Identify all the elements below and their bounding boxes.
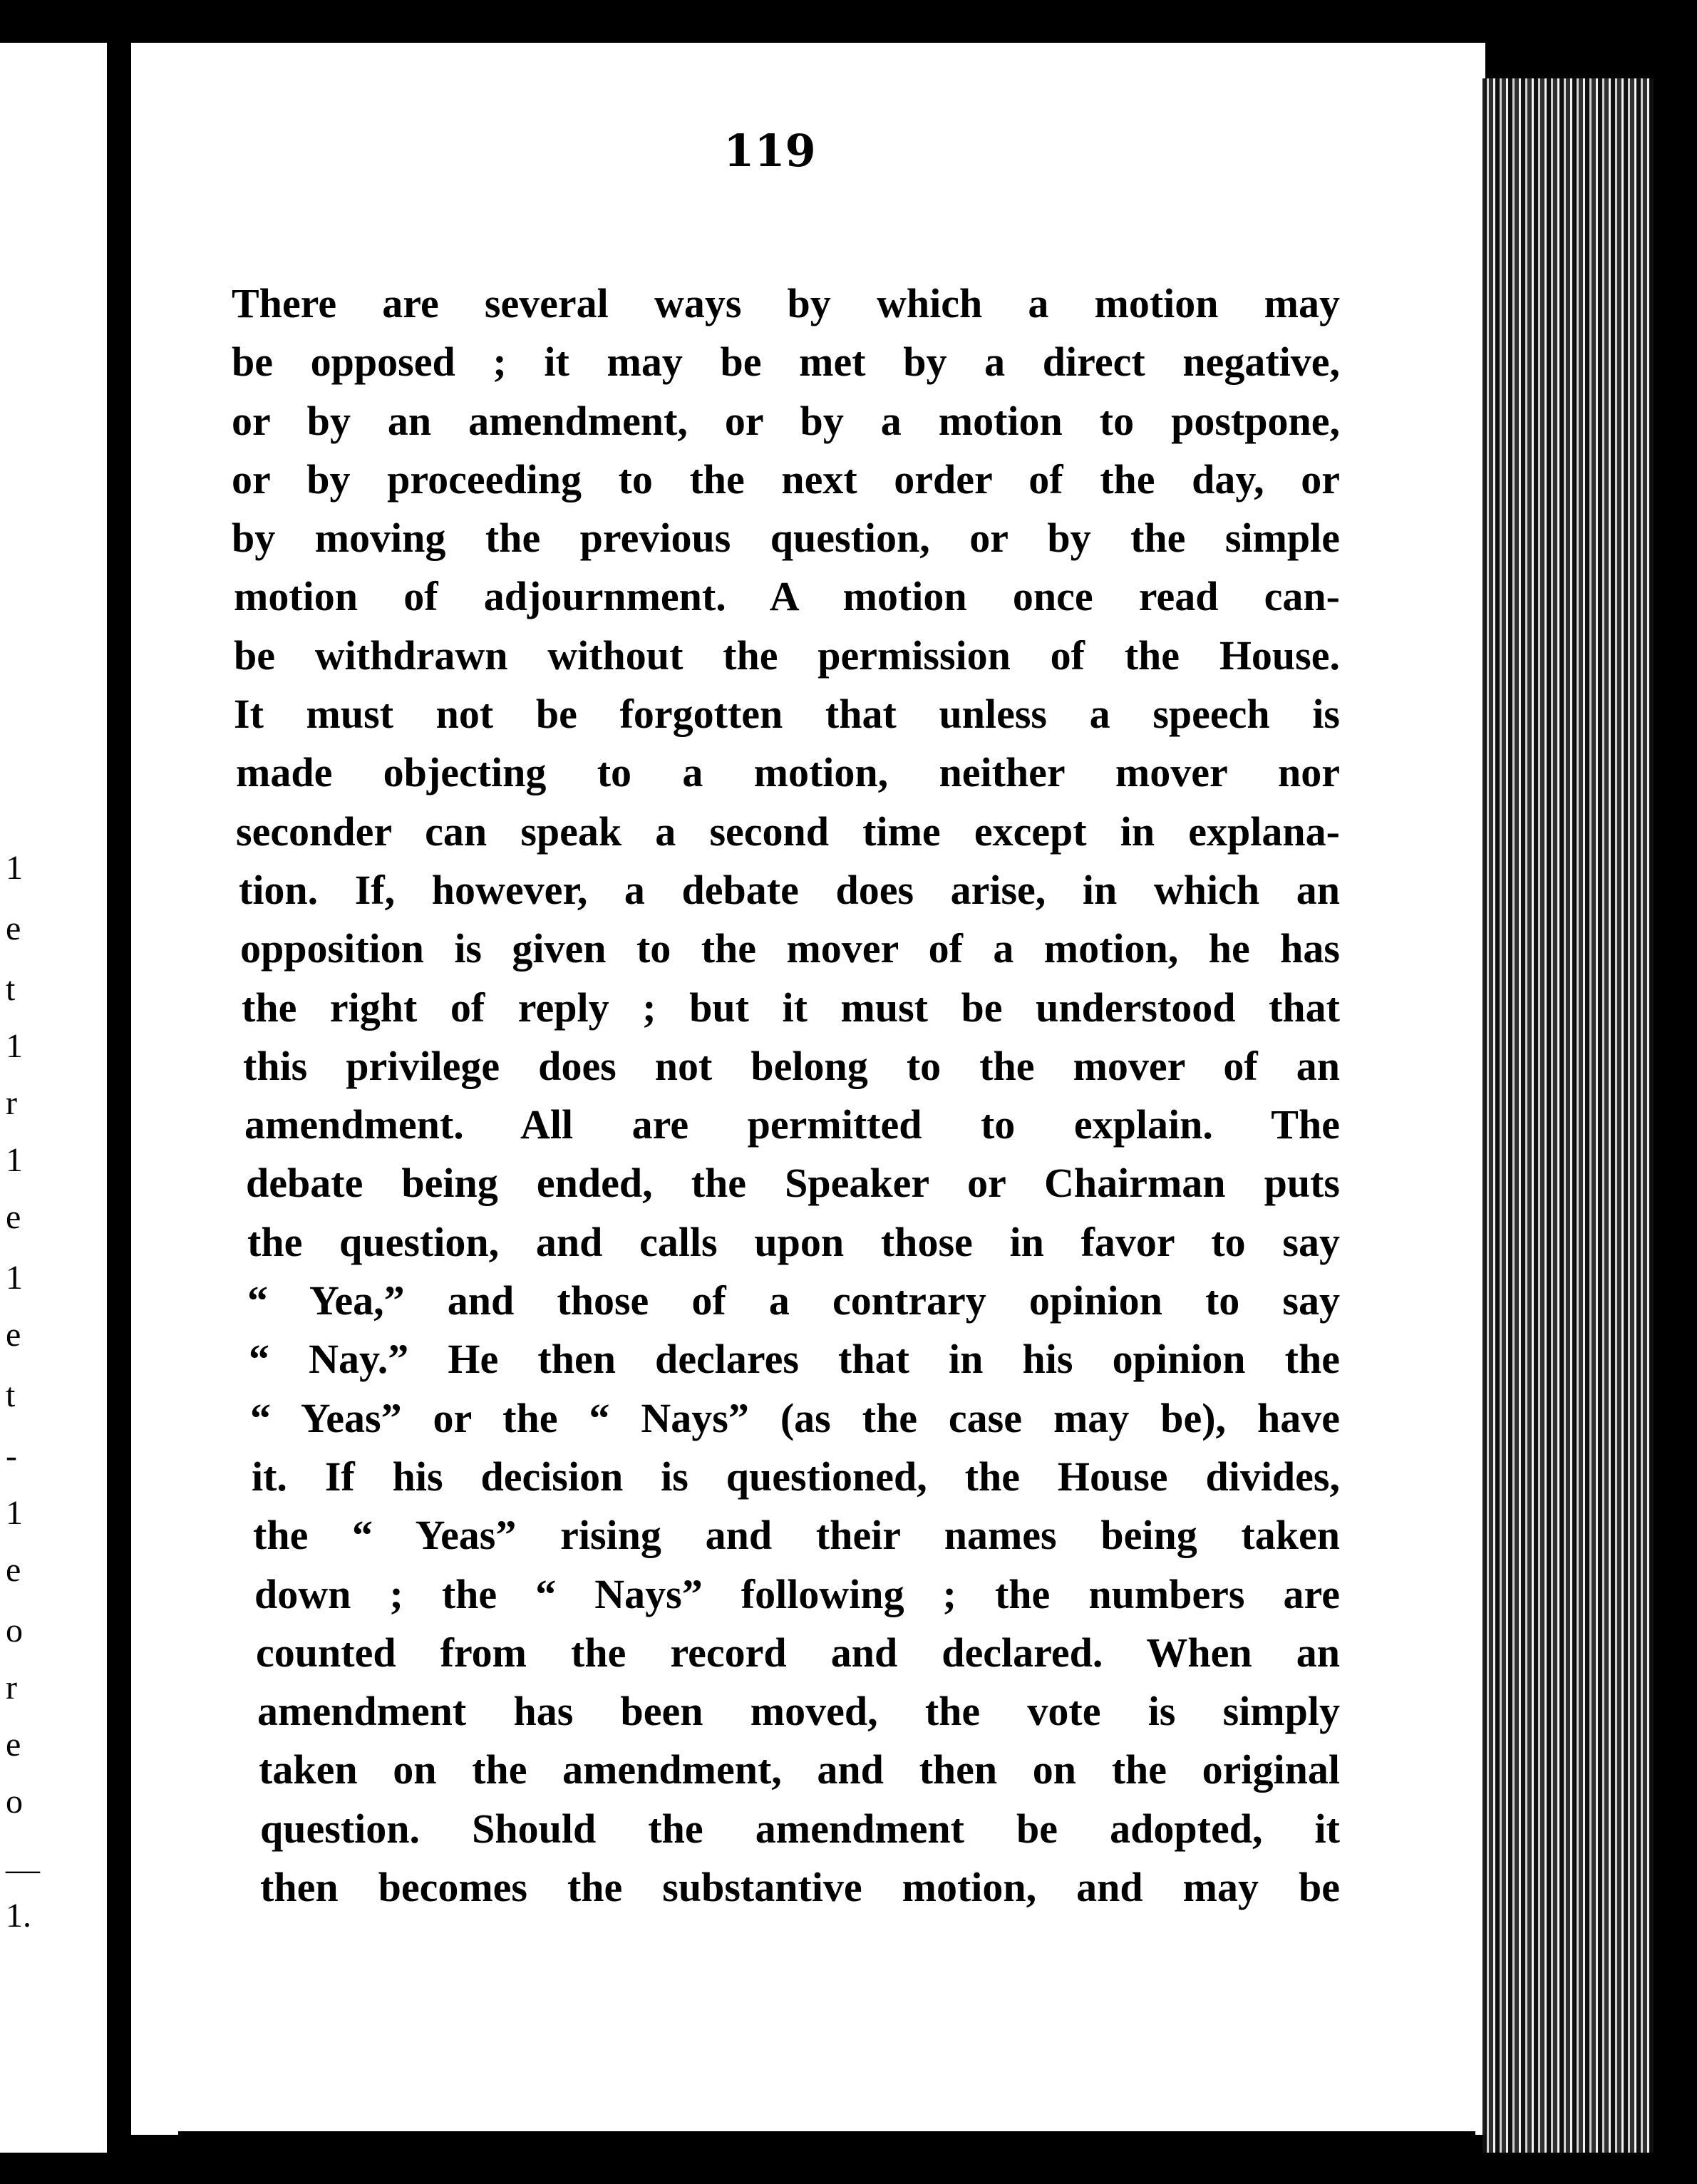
text-line: seconder can speak a second time except in explana- (236, 808, 1340, 855)
edge-letter: t (6, 970, 16, 1008)
text-line: made objecting to a motion, neither mover nor (236, 749, 1340, 796)
edge-letter: 1 (6, 1494, 23, 1532)
edge-letter: t (6, 1376, 16, 1414)
text-line: this privilege does not belong to the mover of an (243, 1042, 1340, 1089)
text-line: or by proceeding to the next order of the day, or (232, 455, 1340, 503)
scan-border-right (1654, 43, 1697, 2184)
edge-letter: e (6, 1316, 21, 1354)
edge-letter: 1 (6, 1141, 23, 1179)
page-number: 119 (723, 125, 816, 177)
edge-letter: 1 (6, 1027, 23, 1065)
edge-letter: 1 (6, 1259, 23, 1297)
text-line: or by an amendment, or by a motion to postpone, (232, 397, 1340, 444)
text-line: motion of adjournment. A motion once read can- (234, 573, 1340, 620)
facing-page-letters (0, 43, 107, 2174)
scan-border-bottom (0, 2153, 1697, 2184)
page-stack-edge (1482, 78, 1661, 2153)
text-line: the question, and calls upon those in favor to say (247, 1218, 1340, 1265)
text-line: amendment has been moved, the vote is simply (257, 1688, 1340, 1735)
text-line: down ; the “ Nays” following ; the numbers are (254, 1570, 1340, 1617)
text-line: be withdrawn without the permission of the House. (234, 632, 1340, 679)
text-line: “ Yeas” or the “ Nays” (as the case may be), have (250, 1394, 1340, 1441)
text-line: it. If his decision is questioned, the House divides, (252, 1453, 1340, 1500)
book-gutter (107, 43, 131, 2174)
edge-letter: — (6, 1850, 40, 1888)
text-line: counted from the record and declared. When an (256, 1629, 1340, 1676)
edge-letter: - (6, 1437, 17, 1475)
text-line: There are several ways by which a motion may (232, 280, 1340, 326)
text-line: tion. If, however, a debate does arise, in which an (239, 866, 1340, 913)
text-line: taken on the amendment, and then on the original (259, 1746, 1340, 1793)
text-line: by moving the previous question, or by the simple (232, 515, 1340, 562)
edge-letter: r (6, 1084, 17, 1122)
edge-letter: e (6, 1198, 21, 1236)
edge-letter: e (6, 1551, 21, 1589)
text-line: question. Should the amendment be adopted, it (260, 1805, 1340, 1852)
edge-letter: 1 (6, 849, 23, 887)
text-line: debate being ended, the Speaker or Chairman puts (246, 1160, 1340, 1207)
text-line: then becomes the substantive motion, and may be (260, 1864, 1340, 1911)
edge-letter: r (6, 1669, 17, 1706)
edge-letter: e (6, 1726, 21, 1763)
text-line: the right of reply ; but it must be understood that (242, 984, 1340, 1031)
text-line: be opposed ; it may be met by a direct negative, (232, 339, 1340, 386)
edge-letter: o (6, 1612, 23, 1649)
text-line: “ Yea,” and those of a contrary opinion to say (247, 1277, 1340, 1324)
text-line: amendment. All are permitted to explain. The (244, 1101, 1340, 1148)
text-line: It must not be forgotten that unless a speech is (234, 691, 1340, 738)
body-text (232, 274, 1340, 1917)
text-line: opposition is given to the mover of a motion, he has (240, 925, 1340, 972)
edge-letter: 1. (6, 1897, 31, 1935)
scan-border-top (0, 0, 1697, 43)
edge-letter: e (6, 910, 21, 947)
text-line: the “ Yeas” rising and their names being taken (253, 1512, 1340, 1559)
text-line: “ Nay.” He then declares that in his opinion the (249, 1336, 1340, 1383)
edge-letter: o (6, 1783, 23, 1820)
facing-page-edge (0, 43, 107, 2174)
page-bottom-rule (178, 2131, 1475, 2136)
